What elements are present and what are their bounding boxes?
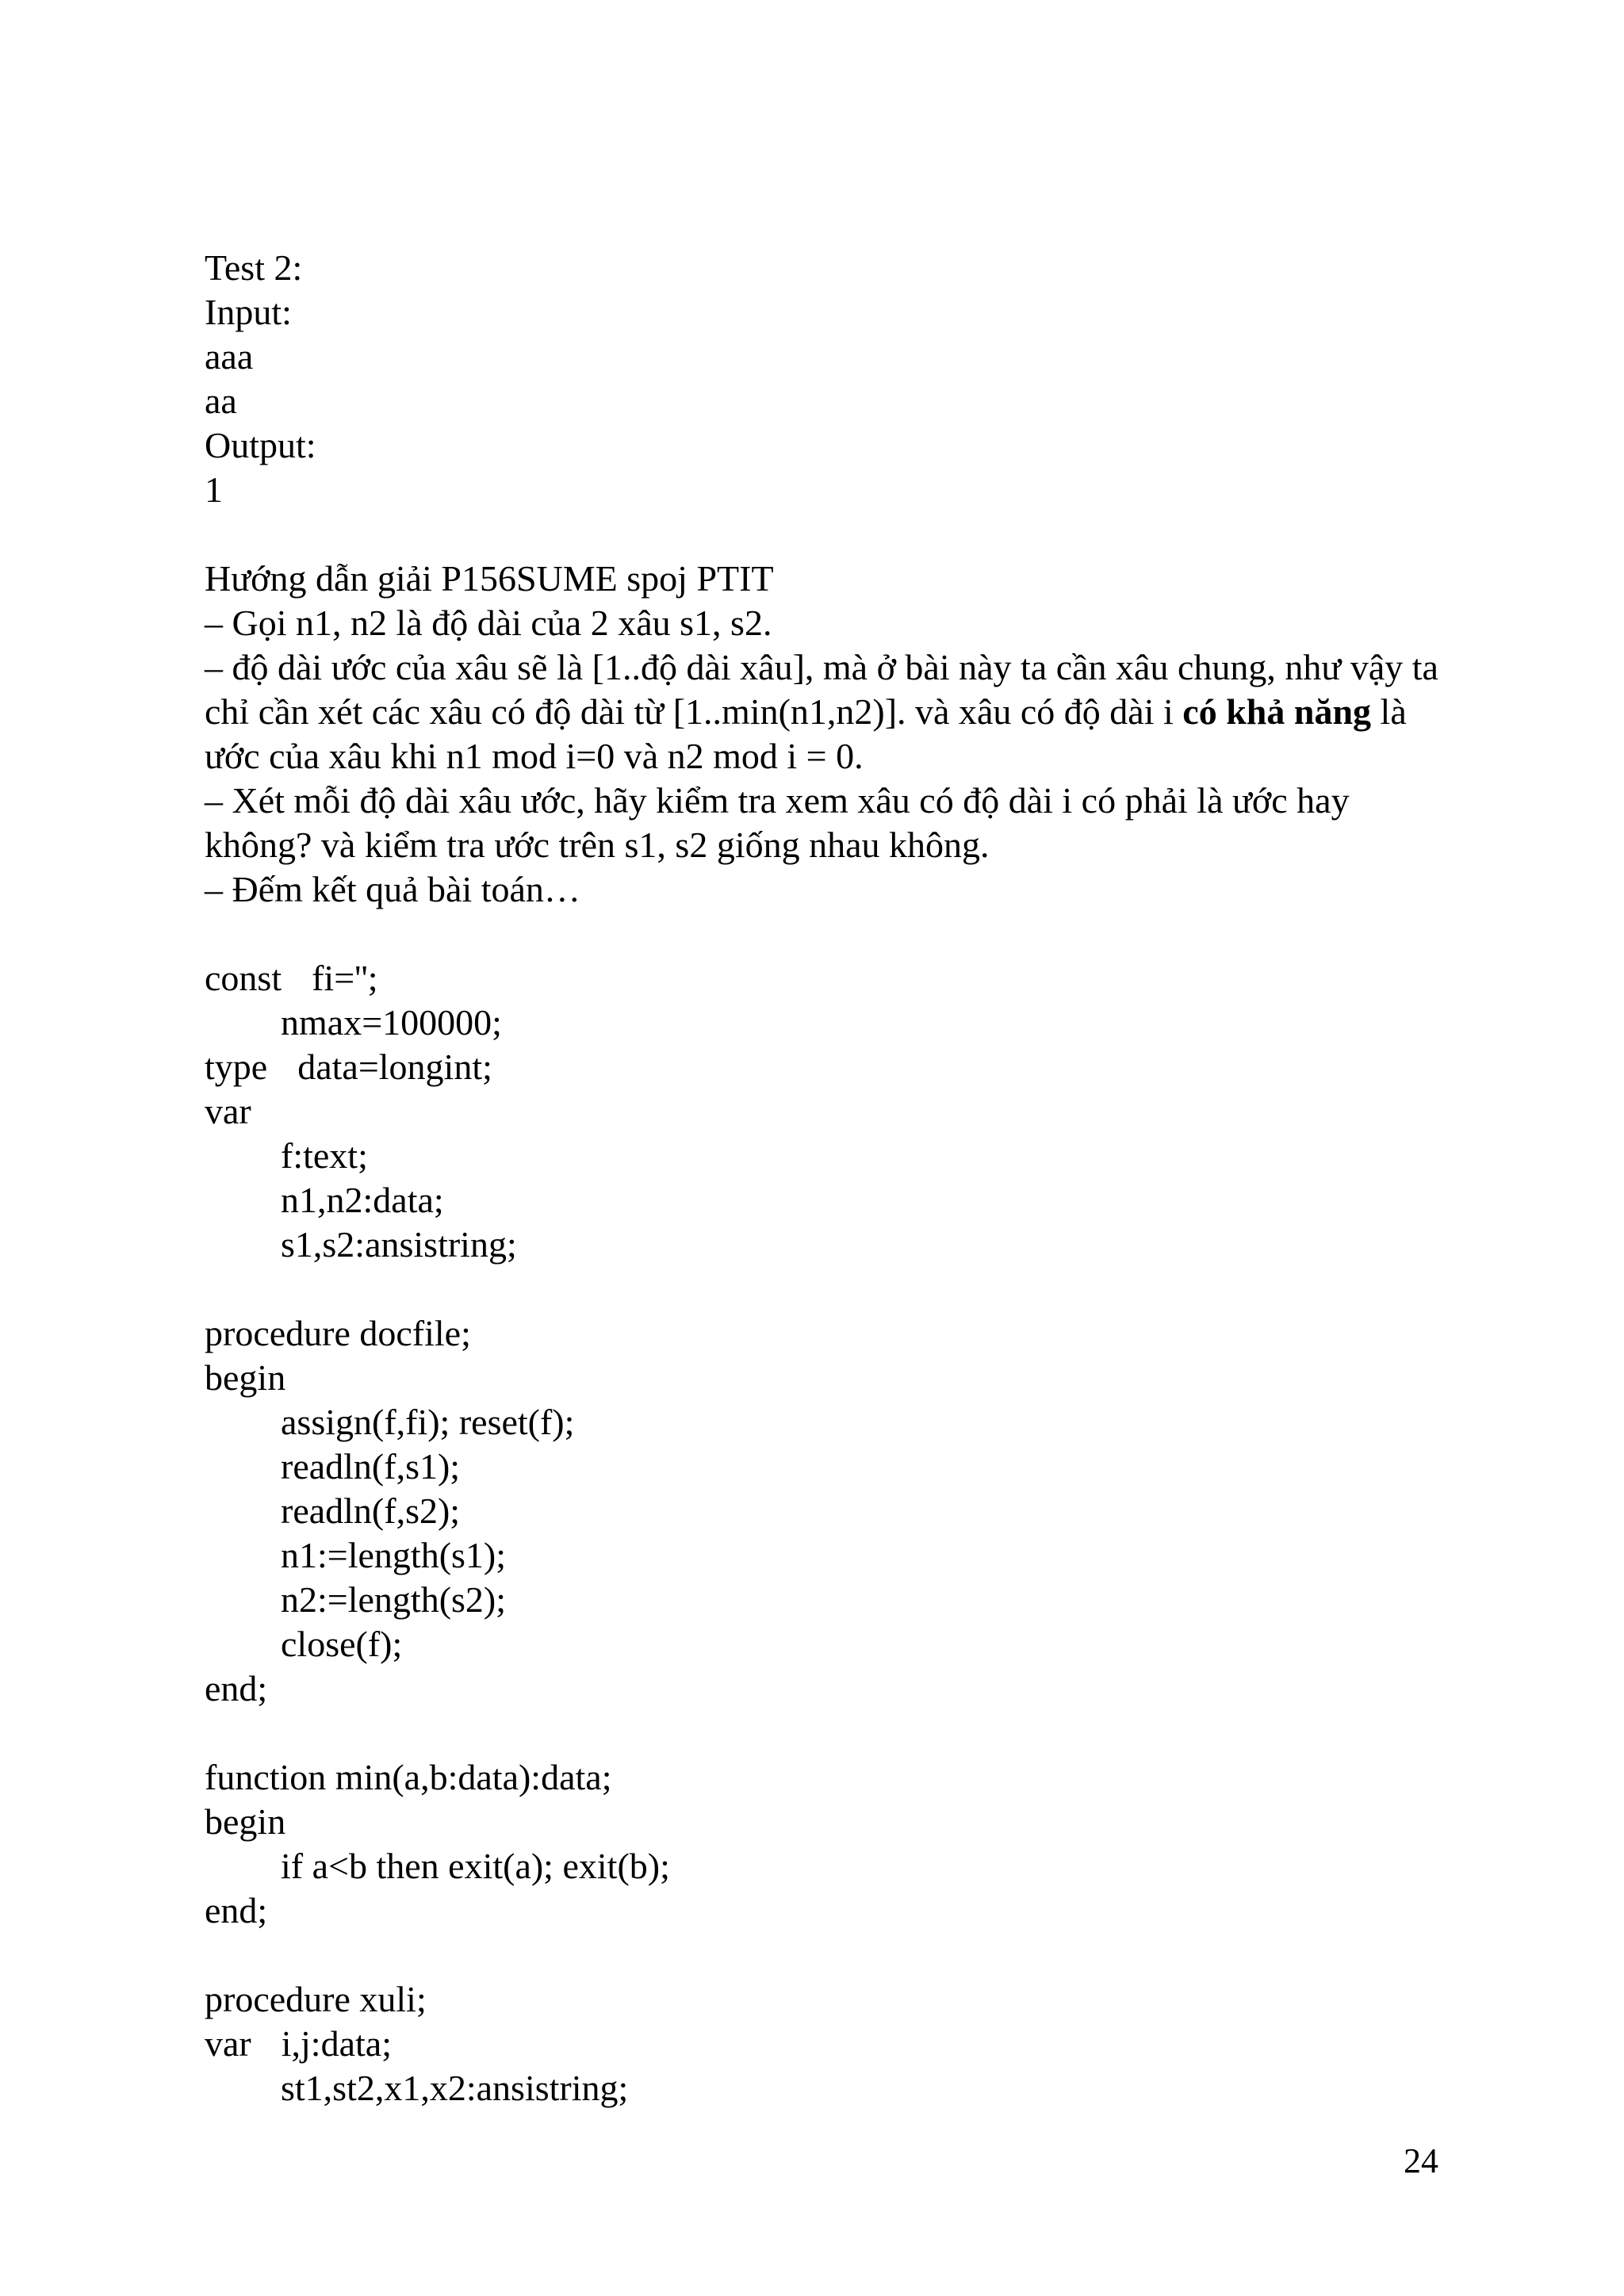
- guide-bullet-3: – Xét mỗi độ dài xâu ước, hãy kiểm tra xem xâu có độ dài i có phải là ước hay không? và kiểm tra ước trên s1, s2 giống nhau không.: [205, 780, 1350, 865]
- code-readln-s1: readln(f,s1);: [281, 1446, 461, 1487]
- code-proc-xuli: procedure xuli;: [205, 1979, 427, 2019]
- code-end: end;: [205, 1890, 268, 1931]
- code-proc-docfile: procedure docfile;: [205, 1313, 471, 1353]
- code-type-def: data=longint;: [297, 1047, 492, 1087]
- guide-title: Hướng dẫn giải P156SUME spoj PTIT: [205, 558, 774, 599]
- spacer: [205, 1933, 1442, 1977]
- code-end: end;: [205, 1668, 268, 1709]
- code-begin: begin: [205, 1801, 286, 1842]
- code-if-line: if a<b then exit(a); exit(b);: [281, 1846, 670, 1886]
- test-heading: Test 2:: [205, 247, 303, 288]
- spacer: [205, 1267, 1442, 1311]
- code-var-s: s1,s2:ansistring;: [281, 1224, 517, 1265]
- guide-bullet-1: – Gọi n1, n2 là độ dài của 2 xâu s1, s2.: [205, 603, 772, 643]
- code-var-line: [205, 2022, 1442, 2066]
- code-var-f: f:text;: [281, 1135, 368, 1176]
- spacer: [205, 912, 1442, 956]
- input-line-2: aa: [205, 381, 237, 421]
- code-nmax: nmax=100000;: [281, 1002, 502, 1043]
- code-var-keyword: var: [205, 1091, 251, 1131]
- guide-bullet-2-text-b: là ước của xâu khi n1 mod i=0 và n2 mod i = 0.: [205, 691, 1407, 776]
- code-keyword-const: const: [205, 958, 282, 998]
- guide-bullet-4: – Đếm kết quả bài toán…: [205, 869, 580, 909]
- code-close: close(f);: [281, 1624, 403, 1664]
- code-n1-length: n1:=length(s1);: [281, 1535, 507, 1575]
- code-const-fi: fi='';: [312, 958, 378, 998]
- code-assign: assign(f,fi); reset(f);: [281, 1402, 575, 1442]
- code-begin: begin: [205, 1357, 286, 1398]
- code-var-st: st1,st2,x1,x2:ansistring;: [281, 2068, 629, 2108]
- output-label: Output:: [205, 425, 316, 465]
- input-line-1: aaa: [205, 336, 254, 377]
- spacer: [205, 512, 1442, 557]
- code-n2-length: n2:=length(s2);: [281, 1579, 507, 1620]
- code-func-min: function min(a,b:data):data;: [205, 1757, 612, 1797]
- code-const-line: [205, 956, 1442, 1001]
- output-value: 1: [205, 469, 223, 510]
- guide-bullet-2-text-a: – độ dài ước của xâu sẽ là [1..độ dài xâu], mà ở bài này ta cần xâu chung, như vậy ta chỉ cần xét các xâu có độ dài từ [1..min(n1,n2)]. và xâu có độ dài i: [205, 647, 1438, 732]
- guide-bullet-2: [205, 645, 1442, 779]
- code-type-line: [205, 1045, 1442, 1089]
- code-keyword-var: var: [205, 2023, 251, 2064]
- page-content: [205, 246, 1442, 2110]
- input-label: Input:: [205, 292, 292, 332]
- spacer: [205, 1711, 1442, 1755]
- guide-bullet-2-bold: có khả năng: [1182, 691, 1372, 732]
- code-readln-s2: readln(f,s2);: [281, 1490, 461, 1531]
- code-var-ij: i,j:data;: [281, 2023, 392, 2064]
- code-keyword-type: type: [205, 1047, 268, 1087]
- code-var-n: n1,n2:data;: [281, 1180, 444, 1220]
- page-number: 24: [1404, 2141, 1438, 2180]
